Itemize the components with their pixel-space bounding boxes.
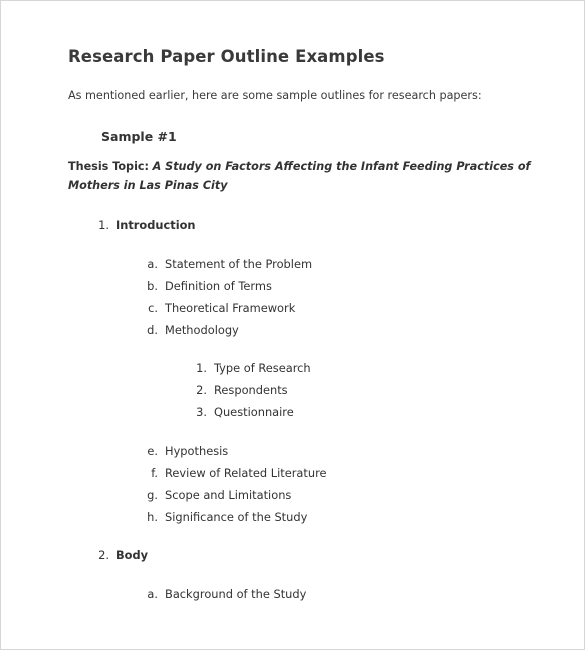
list-marker: 3.: [196, 405, 207, 419]
sub-list-item: [181, 405, 294, 419]
list-marker: 2.: [98, 548, 109, 562]
list-marker: g.: [147, 488, 158, 502]
thesis-text: A Study on Factors Affecting the Infant Feeding Practices of Mothers in Las Pinas City: [68, 160, 531, 192]
list-item-label: Significance of the Study: [165, 510, 308, 524]
list-item-label: Methodology: [165, 323, 239, 337]
list-item: [131, 466, 327, 480]
list-item: [131, 323, 239, 337]
list-marker: h.: [147, 510, 158, 524]
list-item: [131, 301, 295, 315]
sub-list-item: [181, 361, 311, 375]
list-item: [131, 587, 306, 601]
list-item-label: Questionnaire: [214, 405, 294, 419]
intro-paragraph: As mentioned earlier, here are some sample outlines for research papers:: [68, 89, 482, 102]
list-marker: a.: [147, 587, 158, 601]
list-marker: 2.: [196, 383, 207, 397]
thesis-label: Thesis Topic:: [68, 160, 150, 173]
list-item: [131, 444, 228, 458]
list-marker: a.: [147, 257, 158, 271]
list-item-label: Review of Related Literature: [165, 466, 327, 480]
list-item-label: Respondents: [214, 383, 288, 397]
list-item: [131, 510, 307, 524]
outline-section-introduction: [87, 218, 196, 232]
list-item-label: Theoretical Framework: [165, 301, 296, 315]
thesis-topic: [68, 157, 538, 195]
list-marker: b.: [147, 279, 158, 293]
sample-heading: Sample #1: [101, 129, 177, 144]
section-label: Introduction: [116, 218, 196, 232]
list-marker: c.: [148, 301, 158, 315]
list-item-label: Type of Research: [214, 361, 311, 375]
list-marker: d.: [147, 323, 158, 337]
list-item-label: Background of the Study: [165, 587, 307, 601]
page-title: Research Paper Outline Examples: [68, 47, 385, 66]
list-item-label: Statement of the Problem: [165, 257, 313, 271]
list-item-label: Scope and Limitations: [165, 488, 292, 502]
list-item-label: Hypothesis: [165, 444, 229, 458]
section-label: Body: [116, 548, 149, 562]
list-item: [131, 257, 312, 271]
list-marker: 1.: [98, 218, 109, 232]
outline-section-body: [87, 548, 148, 562]
list-marker: e.: [147, 444, 158, 458]
sub-list-item: [181, 383, 288, 397]
list-item: [131, 279, 272, 293]
list-item-label: Definition of Terms: [165, 279, 272, 293]
list-item: [131, 488, 291, 502]
list-marker: f.: [151, 466, 158, 480]
list-marker: 1.: [196, 361, 207, 375]
